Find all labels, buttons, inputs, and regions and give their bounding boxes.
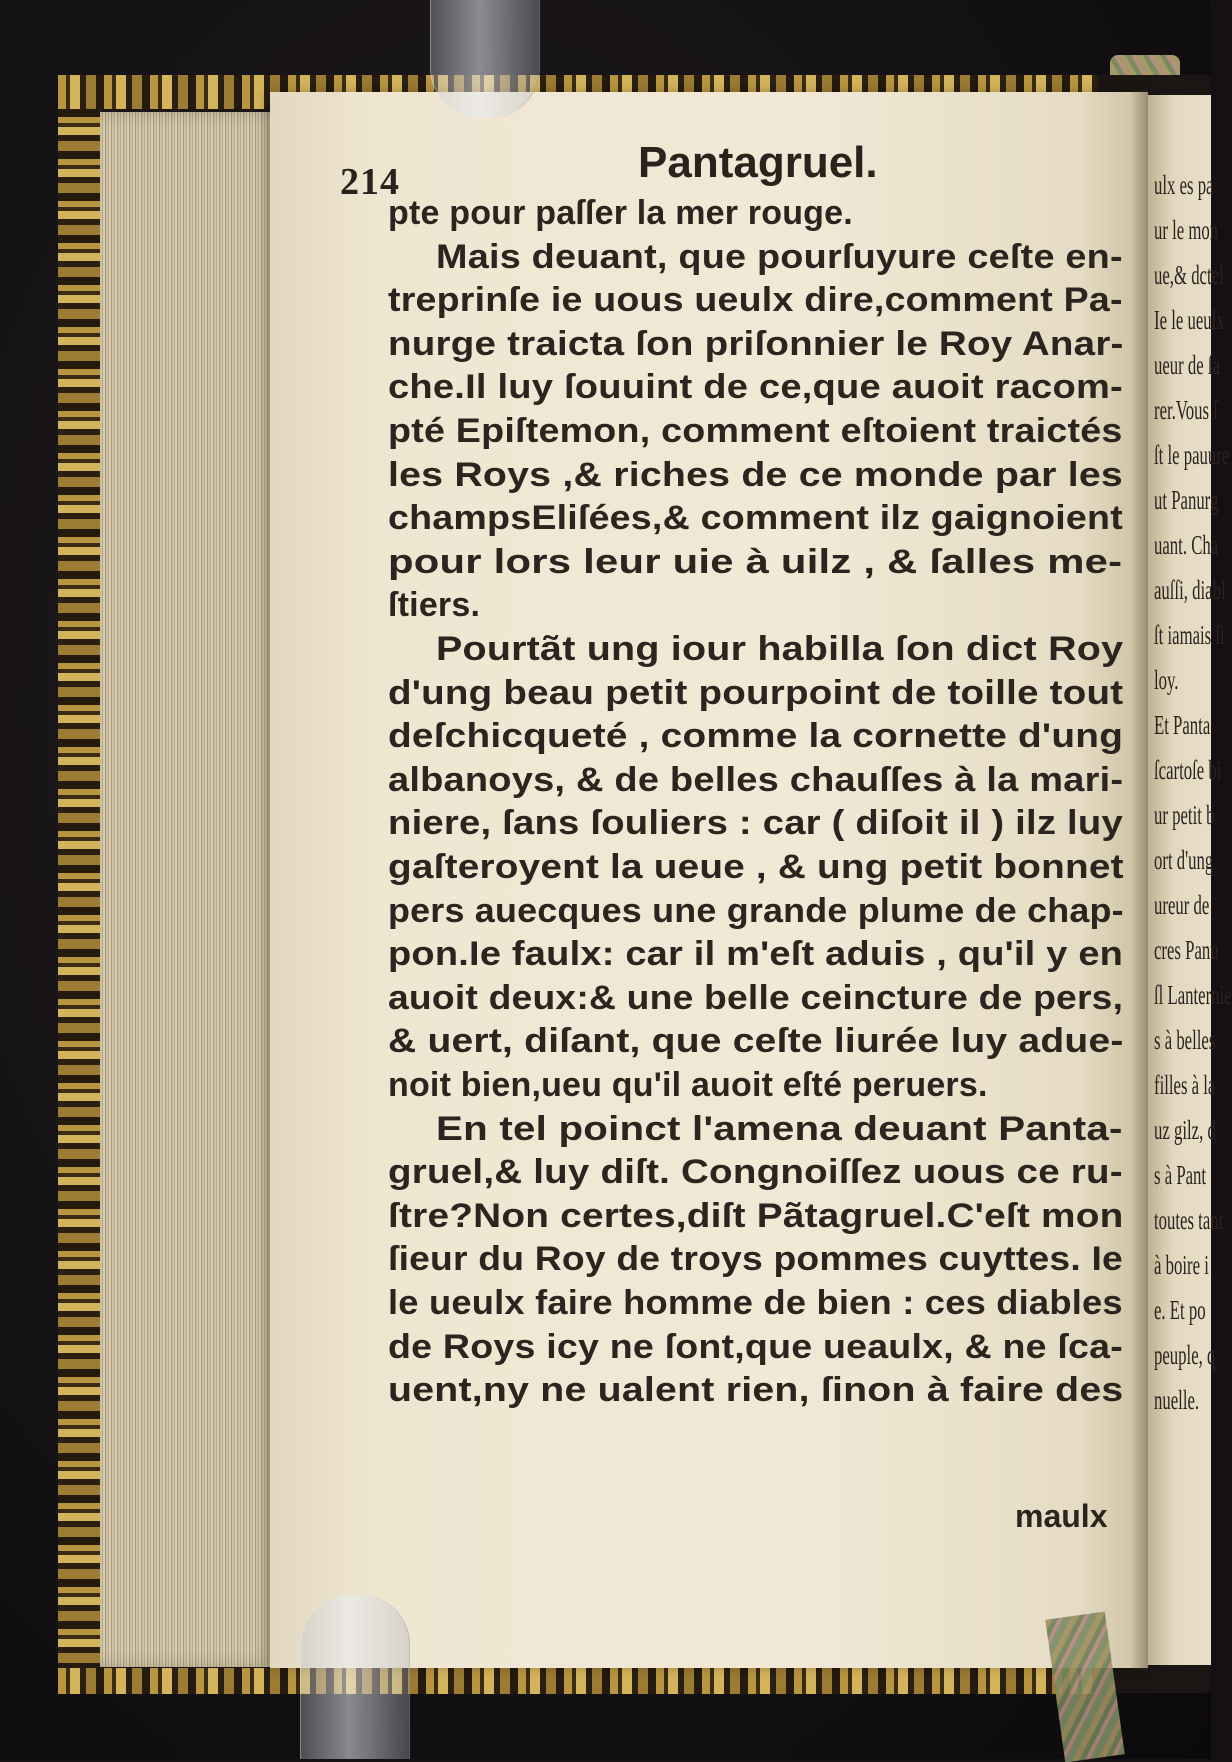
text-line: treprinſe ie uous ueulx dire,comment Pa- [388, 281, 1123, 320]
facing-text-fragment: à boire i [1154, 1250, 1209, 1280]
text-line: ſtiers. [388, 586, 481, 625]
facing-text-fragment: e. Et po [1154, 1295, 1206, 1325]
text-line: auoit deux:& une belle ceincture de pers, [388, 978, 1124, 1017]
text-line: Mais deuant, que pourſuyure ceſte en- [436, 237, 1123, 276]
gilt-edge-left [58, 75, 102, 1693]
facing-text-fragment: ulx es pa [1154, 170, 1214, 200]
text-line: nurge traicta ſon priſonnier le Roy Anar- [388, 324, 1124, 363]
facing-text-fragment: cres Panu [1154, 935, 1219, 965]
text-line: champsEliſées,& comment ilz gaignoient [388, 499, 1123, 538]
facing-text-fragment: peuple, q [1154, 1340, 1216, 1370]
text-line: ſtre?Non certes,diſt Pãtagruel.C'eſt mon [388, 1196, 1124, 1235]
page-number: 214 [340, 161, 400, 203]
facing-text-fragment: toutes tant [1154, 1205, 1224, 1235]
text-line: albanoys, & de belles chauſſes à la mari- [388, 760, 1124, 799]
catchword: maulx [1015, 1498, 1108, 1534]
facing-text-fragment: rer.Vous ſ [1154, 395, 1218, 425]
page-clip-bottom [300, 1595, 410, 1759]
text-line: pers auecques une grande plume de chap- [388, 891, 1124, 930]
text-line: les Roys ,& riches de ce monde par les [388, 455, 1123, 494]
facing-text-fragment: ur petit b [1154, 800, 1215, 830]
text-line: d'ung beau petit pourpoint de toille tout [388, 673, 1124, 712]
text-line: de Roys icy ne ſont,que ueaulx, & ne ſca- [388, 1327, 1123, 1366]
text-line: ſieur du Roy de troys pommes cuyttes. Ie [388, 1240, 1123, 1279]
text-line: pon.Ie faulx: car il m'eſt aduis , qu'il y en [388, 935, 1124, 974]
facing-text-fragment: ſcartoſe bi [1154, 755, 1222, 785]
facing-text-fragment: loy. [1154, 665, 1179, 695]
gilt-edge-bottom [58, 1668, 1098, 1694]
facing-text-fragment: s à Pant [1154, 1160, 1207, 1190]
text-line: pté Epiſtemon, comment eſtoient traictés [388, 412, 1123, 450]
text-line: che.Il luy ſouuint de ce,que auoit racom- [388, 368, 1123, 407]
facing-text-fragment: filles à la [1154, 1070, 1216, 1100]
running-head: Pantagruel. [638, 138, 878, 187]
text-line: pte pour paſſer la mer rouge. [388, 194, 853, 232]
gutter-shadow [1130, 90, 1148, 1670]
facing-text-fragment: ſl Lanternie [1154, 980, 1232, 1010]
page-block-edge [100, 112, 285, 1667]
facing-page-strip [1148, 95, 1232, 1665]
text-line: le ueulx faire homme de bien : ces diables [388, 1284, 1123, 1322]
facing-text-fragment: ort d'ung [1154, 845, 1214, 875]
facing-text-fragment: ureur de [1154, 890, 1210, 920]
facing-text-fragment: ur le mon [1154, 215, 1219, 245]
text-line: pour lors leur uie à uilz , & ſalles me- [388, 542, 1123, 581]
facing-text-fragment: ſt iamais ſi [1154, 620, 1225, 650]
text-line: uent,ny ne ualent rien, ſinon à faire des [388, 1371, 1124, 1410]
text-line: niere, ſans ſouliers : car ( diſoit il ) ilz luy [388, 804, 1123, 843]
text-line: & uert, diſant, que ceſte liurée luy adue- [388, 1022, 1124, 1061]
facing-text-fragment: ueur de ſa [1154, 350, 1221, 380]
facing-text-fragment: nuelle. [1154, 1385, 1200, 1415]
page-clip-top [430, 0, 540, 118]
text-line: En tel poinct l'amena deuant Panta- [436, 1109, 1123, 1148]
text-line: Pourtãt ung iour habilla ſon dict Roy [436, 630, 1124, 668]
facing-text-fragment: uant. Cha [1154, 530, 1219, 560]
facing-text-fragment: Et Panta [1154, 710, 1211, 740]
facing-text-fragment: ue,& dctel [1154, 260, 1224, 290]
facing-text-fragment: ut Panurg [1154, 485, 1219, 515]
text-line: gaſteroyent la ueue , & ung petit bonnet [388, 848, 1124, 886]
facing-text-fragment: Ie le ueulx [1154, 305, 1225, 335]
text-line: noit bien,ueu qu'il auoit eſté peruers. [388, 1066, 988, 1104]
facing-text-fragment: s à belles [1154, 1025, 1216, 1055]
facing-text-fragment: ſt le pauure [1154, 440, 1230, 470]
facing-text-fragment: auſſi, diabl [1154, 575, 1226, 605]
text-line: deſchicqueté , comme la cornette d'ung [388, 717, 1124, 756]
facing-text-fragment: uz gilz, d [1154, 1115, 1216, 1145]
text-line: gruel,& luy diſt. Congnoiſſez uous ce ru- [388, 1153, 1123, 1192]
